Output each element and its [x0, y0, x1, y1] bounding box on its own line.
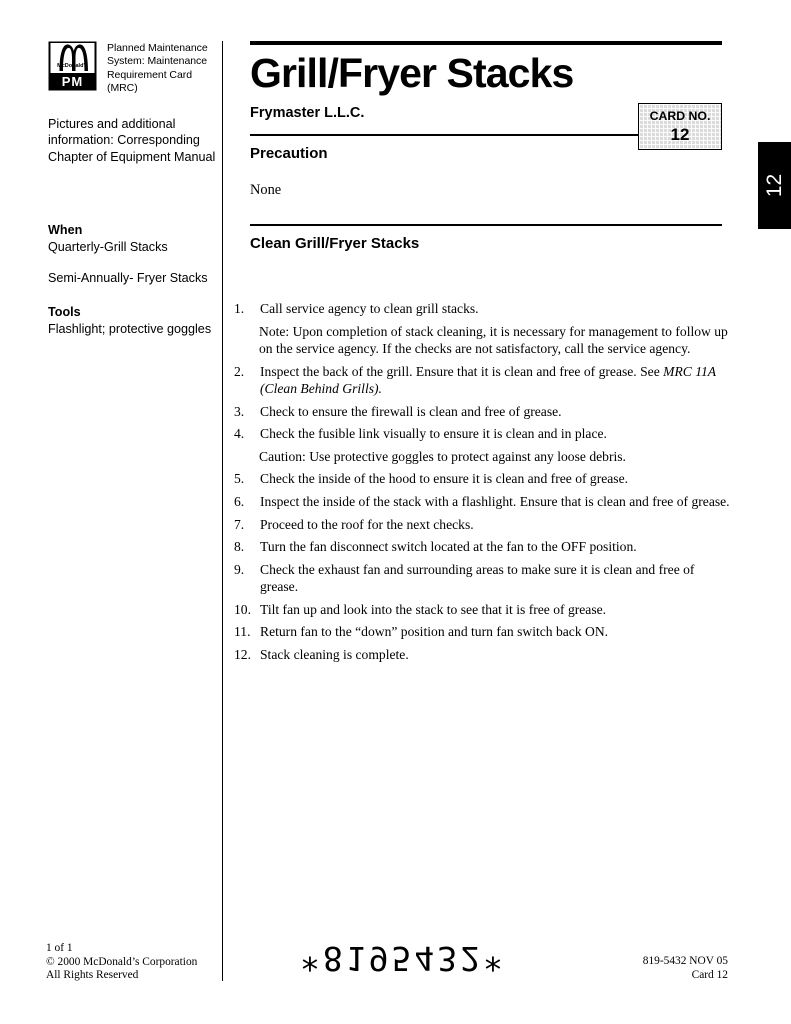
when-primary-value: Quarterly-Grill Stacks — [48, 240, 168, 255]
tools-heading: Tools — [48, 304, 81, 319]
step-number: 7. — [234, 516, 245, 532]
pictures-and-info-block: Pictures and additional information: Corresponding Chapter of Equipment Manual — [48, 116, 216, 164]
card-number-box — [638, 103, 722, 150]
card-number-label: CARD NO. — [649, 109, 711, 124]
logo-row — [48, 41, 216, 96]
rights-notice: All Rights Reserved — [46, 969, 139, 982]
step-number: 3. — [234, 403, 245, 419]
precaution-heading: Precaution — [250, 145, 328, 162]
when-block — [48, 222, 216, 286]
svg-text:PM: PM — [61, 74, 84, 89]
step-number: 2. — [234, 363, 245, 379]
step-text: Stack cleaning is complete. — [260, 646, 409, 662]
step-item — [233, 403, 731, 420]
step-text: Return fan to the “down” position and turn fan switch back ON. — [260, 624, 609, 640]
step-item — [233, 601, 731, 618]
step-text: Check the inside of the hood to ensure it is clean and free of grease. — [260, 471, 629, 487]
copyright-notice: © 2000 McDonald’s Corporation — [46, 955, 198, 968]
sidebar — [48, 41, 216, 337]
step-item — [233, 538, 731, 555]
footer-right — [643, 955, 728, 982]
main-column — [250, 41, 722, 253]
when-heading: When — [48, 223, 83, 238]
tools-value: Flashlight; protective goggles — [48, 321, 212, 336]
step-number: 4. — [234, 426, 245, 442]
step-item — [233, 363, 731, 398]
when-secondary-value: Semi-Annually- Fryer Stacks — [48, 271, 208, 285]
tools-block — [48, 304, 216, 338]
step-number: 10. — [234, 601, 251, 617]
step-text: Inspect the inside of the stack with a flashlight. Ensure that is clean and free of grease. — [260, 493, 730, 509]
logo-caption: Planned Maintenance System: Maintenance Requirement Card (MRC) — [107, 42, 208, 95]
page-count: 1 of 1 — [46, 942, 73, 954]
step-number: 8. — [234, 539, 245, 555]
barcode-number: *8195432* — [300, 939, 506, 978]
page-title: Grill/Fryer Stacks — [250, 50, 574, 96]
step-item — [233, 425, 731, 442]
step-text: Check the exhaust fan and surrounding areas to make sure it is clean and free of grease. — [260, 561, 695, 595]
step-text: Tilt fan up and look into the stack to see that it is free of grease. — [260, 601, 607, 617]
procedure-heading: Clean Grill/Fryer Stacks — [250, 235, 420, 252]
step-note: Note: Upon completion of stack cleaning, it is necessary for management to follow up on the service agency. If the checks are not satisfactory, call the service agency. — [259, 323, 728, 356]
procedure-rule — [250, 224, 722, 226]
column-divider — [222, 41, 223, 981]
mcdonalds-pm-logo-icon — [48, 41, 97, 91]
procedure-steps-list — [233, 300, 731, 669]
step-number: 9. — [234, 561, 245, 577]
step-text: Check to ensure the firewall is clean and free of grease. — [260, 403, 562, 419]
precaution-body: None — [250, 182, 282, 198]
step-item — [233, 470, 731, 487]
vendor-name: Frymaster L.L.C. — [250, 105, 365, 121]
step-number: 6. — [234, 493, 245, 509]
footer-left — [46, 942, 197, 983]
step-item — [233, 493, 731, 510]
step-text-plain: Inspect the back of the grill. Ensure that it is clean and free of grease. See — [260, 363, 664, 379]
step-text: Check the fusible link visually to ensure it is clean and in place. — [260, 426, 607, 442]
step-item — [233, 516, 731, 533]
step-text: Call service agency to clean grill stacks. — [260, 301, 479, 316]
card-number-value: 12 — [670, 124, 690, 144]
step-item — [233, 300, 731, 317]
step-number: 5. — [234, 471, 245, 487]
part-number: 819-5432 NOV 05 — [642, 955, 728, 967]
step-number: 12. — [234, 646, 251, 662]
card-reference: Card 12 — [691, 968, 728, 981]
title-area — [250, 45, 722, 144]
step-item — [233, 561, 731, 596]
step-caution: Caution: Use protective goggles to protect against any loose debris. — [259, 448, 626, 464]
index-tab-label: 12 — [762, 173, 786, 198]
step-text: Turn the fan disconnect switch located at the fan to the OFF position. — [260, 539, 637, 555]
step-item — [233, 623, 731, 640]
step-item — [233, 646, 731, 663]
svg-text:McDonald's: McDonald's — [57, 63, 88, 69]
index-tab — [758, 142, 791, 229]
step-text-reference: MRC 11A (Clean Behind Grills). — [260, 363, 716, 396]
step-text — [260, 363, 731, 398]
step-number: 11. — [234, 624, 251, 640]
step-number: 1. — [234, 301, 245, 316]
step-text: Proceed to the roof for the next checks. — [260, 516, 474, 532]
